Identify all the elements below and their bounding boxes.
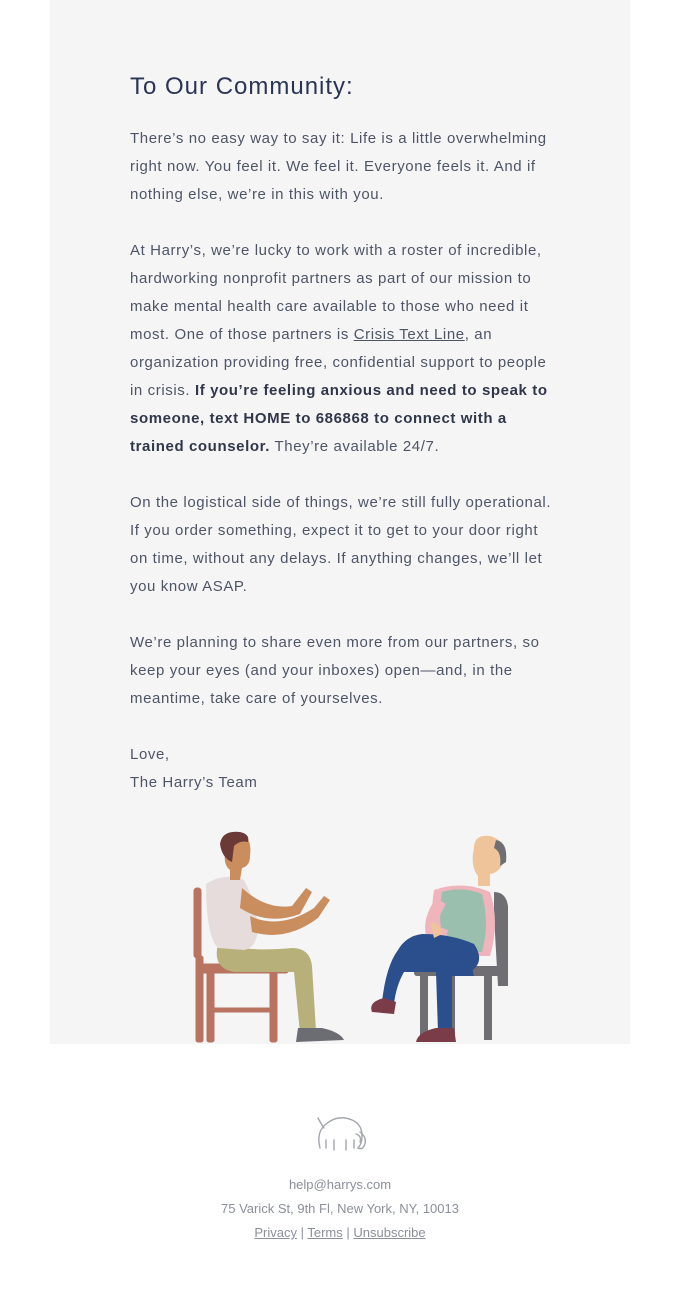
paragraph-partners-end: They’re available 24/7. <box>270 438 440 455</box>
paragraph-closing: We’re planning to share even more from our partners, so keep your eyes (and your inboxes) open—and, in the meantime, take care of yourselves. <box>130 634 540 707</box>
footer-links <box>0 1221 680 1245</box>
link-separator: | <box>346 1225 350 1240</box>
company-address: 75 Varick St, 9th Fl, New York, NY, 10013 <box>221 1201 459 1216</box>
signature: The Harry’s Team <box>130 774 258 791</box>
privacy-link[interactable]: Privacy <box>254 1225 297 1240</box>
paragraph-partners-bold: If you’re feeling anxious and need to speak to someone, text HOME to 686868 to connect with a trained counselor. <box>130 382 548 455</box>
letter-heading: To Our Community: <box>130 73 354 100</box>
paragraph-partners-intro: At Harry’s, we’re lucky to work with a roster of incredible, hardworking nonprofit partners as part of our mission to make mental health care available to those who need it most. One of those partners is <box>130 242 542 343</box>
signoff: Love, <box>130 746 170 763</box>
mammoth-logo-icon <box>312 1110 368 1154</box>
paragraph-partners <box>130 237 555 461</box>
crisis-text-line-link[interactable]: Crisis Text Line <box>353 326 465 343</box>
paragraph-partners-mid: , an organization providing free, confidential support to people in crisis. <box>130 326 547 399</box>
terms-link[interactable]: Terms <box>307 1225 343 1240</box>
paragraph-intro: There’s no easy way to say it: Life is a little overwhelming right now. You feel it. We feel it. Everyone feels it. And if nothing else, we’re in this with you. <box>130 130 547 203</box>
letter-content <box>130 70 555 797</box>
letter-card <box>50 0 630 1044</box>
footer <box>0 1110 680 1245</box>
unsubscribe-link[interactable]: Unsubscribe <box>353 1225 426 1240</box>
paragraph-operations: On the logistical side of things, we’re still fully operational. If you order something, expect it to get to your door right on time, without any delays. If anything changes, we’ll let you know ASAP. <box>130 494 552 595</box>
link-separator: | <box>300 1225 304 1240</box>
two-people-talking-illustration <box>190 826 510 1044</box>
support-email: help@harrys.com <box>288 1177 392 1192</box>
